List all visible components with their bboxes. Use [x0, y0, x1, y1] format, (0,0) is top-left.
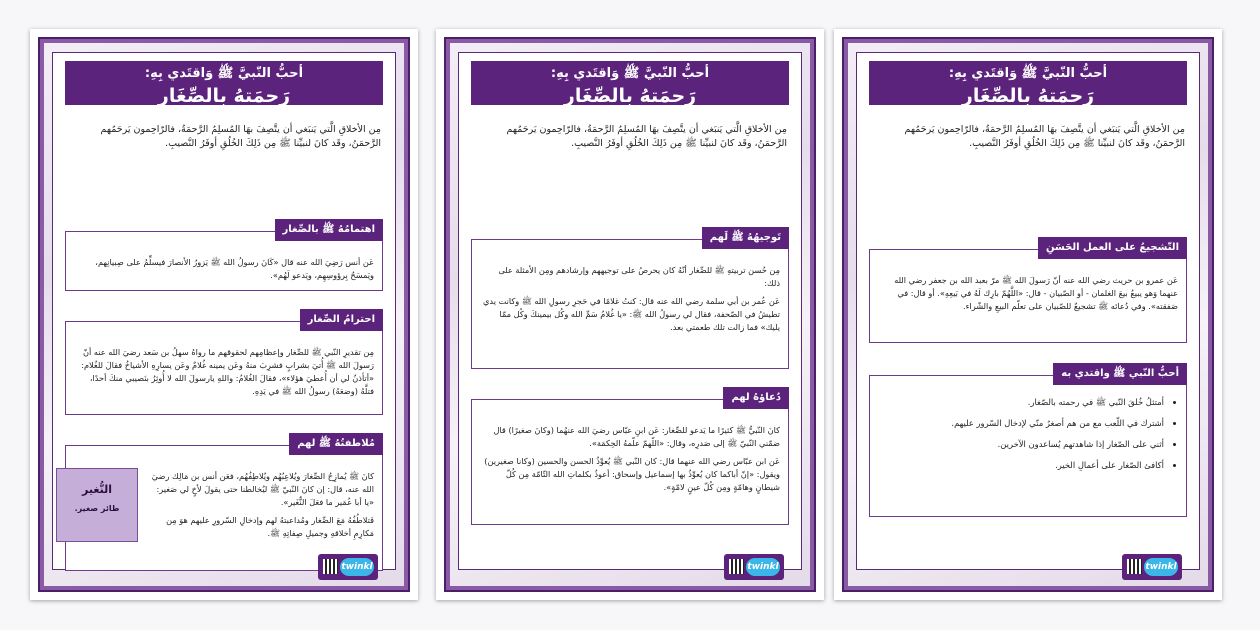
header-subtitle: أحبُّ النّبيَّ ﷺ وَاقتَدي بِهِ:: [948, 66, 1108, 81]
worksheet-page: [436, 29, 824, 600]
note-word: النُّغير: [82, 483, 112, 496]
section-text: عَن أنس رَضِيَ الله عنه قال «كَانَ رسولُ الله ﷺ يَزورُ الأنصارَ فيسلِّمُ على صِبيانِهم، ويَمسَحُ بِرؤوسِهِم، ويَدعو لَهُم».: [95, 257, 374, 280]
page-inner: [52, 52, 396, 570]
section-box: [65, 314, 383, 415]
twinkl-logo-text: twinkl: [340, 558, 374, 576]
section-box: [65, 438, 383, 571]
page-header: [869, 61, 1187, 105]
worksheet-page: [834, 29, 1222, 600]
section-text: عَن عُمر بن أبي سلمة رضي الله عنه قال: كنتُ غلامًا في حَجرِ رسولِ الله ﷺ وكانت يدي تطيشُ في الصّحفة، فقال لي رسولُ الله ﷺ: «يا غُلامُ سَمِّ الله وكُل بيمينكَ وكُل ممّا يليك» فما زالت تلك طعمتي بعد.: [482, 296, 780, 332]
header-subtitle: أحبُّ النّبيَّ ﷺ وَاقتَدي بِهِ:: [550, 66, 710, 81]
header-title: رَحمَتهُ بالصِّغَارِ: [961, 85, 1095, 107]
intro-text: مِن الأخلاقِ الَّتي يَنبَغي أن يتَّصِفَ بهَا المُسلِمُ الرَّحمَةُ، فالرّاحِمون يَرحَمُهم الرَّحمَنُ، وقَد كانَ لنبيِّنا ﷺ مِن ذَلِكَ الخُلُقِ أوفَرُ النَّصيبِ.: [100, 124, 381, 149]
list-item: • أشترك في اللّعب مع من هم أصغرُ منّي لإدخال السّرور عليهم.: [878, 417, 1164, 430]
section-text: عَن ابن عبّاس رضي الله عنهما قال: كان النّبي ﷺ يُعوِّذُ الحسن والحسين (وكانا صغيرين) ويقول: «إنّ أباكما كان يُعوِّذُ بها إسماعيل وإسحاق: أعوذُ بكلماتِ الله التّامّة مِن كُلّ شيطانٍ وهامّةٍ ومِن كُلّ عينٍ لامّةٍ».: [484, 456, 780, 492]
twinkl-logo-text: twinkl: [746, 558, 780, 576]
twinkl-logo: [724, 554, 784, 580]
section-title: تَوجيهُهُ ﷺ لَهم: [702, 227, 789, 249]
intro-text: مِن الأخلاقِ الَّتي يَنبَغي أن يتَّصِفَ بهَا المُسلِمُ الرَّحمَةُ، فالرّاحِمون يَرحَمُهم الرَّحمَنُ، وقَد كانَ لنبيِّنا ﷺ مِن ذَلِكَ الخُلُقِ أوفَرُ النَّصيبِ.: [904, 124, 1185, 149]
page-header: [65, 61, 383, 105]
section-text: مِن تقديرِ النّبي ﷺ للصِّغار وإعظامِهم لحقوقهم ما رواهُ سهلُ بن سَعد رضيَ الله عنه أنّ رَسولَ الله ﷺ أُتيَ بشرابٍ فشرِبَ منهُ وعَن يمينه غُلامٌ وعَن يسارِهِ الأشياخُ فقالَ للغُلام: «أتأذنُ لي أن أُعطيَ هؤلاء»، فقالَ الغُلامُ: واللهِ يارسولَ الله لا أُوثِرُ بنَصيبي منكَ أحدًا، فتلَّهُ (وضعَهُ) رسولُ الله ﷺ في يَدِهِ.: [81, 347, 374, 396]
qr-code-icon: [323, 559, 338, 574]
tips-list: [870, 376, 1186, 484]
section-title: التّشجيعُ على العمل الحَسَنِ: [1038, 237, 1187, 259]
section-text: فَتلاطُفُهُ مَعَ الصِّغار ومُداعبتهُ لهم وإدخالِ السّرورِ عليهم هوَ مِن مَكارِمِ أخلاقهِ وجميلِ صِفاتِهِ ﷺ.: [166, 515, 374, 538]
section-box: [65, 224, 383, 291]
section-box: [471, 392, 789, 525]
page-header: [471, 61, 789, 105]
section-text: مِن حُسن تربيتهِ ﷺ للصِّغار أنّهُ كان يحرصُ على توجيههم وإرشادهم ومِن الأمثلة على ذلك:: [498, 265, 780, 288]
twinkl-logo-text: twinkl: [1144, 558, 1178, 576]
section-title: اهتمامُهُ ﷺ بالصِّغار: [275, 219, 383, 241]
twinkl-logo: [1122, 554, 1182, 580]
list-item: • أثني على الصّغار إذا شاهدتهم يُساعدون الآخرين.: [878, 438, 1164, 451]
section-title: دُعاؤهُ لهم: [723, 387, 789, 409]
page-inner: [856, 52, 1200, 570]
qr-code-icon: [1127, 559, 1142, 574]
intro-text: مِن الأخلاقِ الَّتي يَنبَغي أن يتَّصِفَ بهَا المُسلِمُ الرَّحمَةُ، فالرّاحِمون يَرحَمُهم الرَّحمَنُ، وقَد كانَ لنبيِّنا ﷺ مِن ذَلِكَ الخُلُقِ أوفَرُ النَّصيبِ.: [506, 124, 787, 149]
header-subtitle: أحبُّ النّبيَّ ﷺ وَاقتَدي بِهِ:: [144, 66, 304, 81]
qr-code-icon: [729, 559, 744, 574]
section-box: [471, 232, 789, 369]
header-title: رَحمَتهُ بالصِّغَارِ: [563, 85, 697, 107]
section-text: كانَ النّبيُّ ﷺ كثيرًا ما يَدعو للصِّغار: عَن ابنِ عبّاس رضيَ الله عنهُما (وكانَ صغيرًا) قال ضمّني النّبيّ ﷺ إلى صَدرِه، وقال: «اللّهمّ علّمهُ الحِكمَة».: [493, 425, 780, 448]
note-meaning: طائر صغير.: [74, 504, 120, 513]
section-title: مُلاطفتُهُ ﷺ لهم: [289, 433, 383, 455]
section-title: أحبُّ النّبي ﷺ واقتدي به: [1053, 363, 1187, 385]
list-item: • أكافئ الصّغار على أعمالِ الخير.: [878, 459, 1164, 472]
section-box: [869, 368, 1187, 517]
section-title: احترامُ الصِّغار: [300, 309, 383, 331]
list-item: • أمتثلُ خُلقَ النّبي ﷺ في رحمته بالصّغار.: [878, 396, 1164, 409]
section-box: [869, 242, 1187, 343]
section-text: كانَ ﷺ يُمازِحُ الصِّغارَ ويُلاعِبُهُم ويُلاطِفُهُم، فعَن أنس بن مَالِك رضيَ الله عنه، قال: إن كانَ النّبيّ ﷺ ليُخالطنا حتى يقولَ لأخٍ لي صَغير: «يا أبا عُمَير ما فعَلَ النُّغَير».: [151, 471, 374, 507]
worksheet-page: [30, 29, 418, 600]
page-inner: [458, 52, 802, 570]
header-title: رَحمَتهُ بالصِّغَارِ: [157, 85, 291, 107]
twinkl-logo: [318, 554, 378, 580]
section-text: عَن عمرو بن حريث رضي الله عنه أنّ رَسولَ الله ﷺ مرّ بعبد الله بن جعفر رضي الله عنهما وَهو يبيعُ بيعَ الغلمان - أو الصّبيان - قال: «اللَّهُمّ بارِك لَهُ في بَيعِهِ». أو قال: في صَفقته». وفي دُعائه ﷺ تشجيعٌ للصّبيان على تعلّم البيعِ والشّراء.: [894, 275, 1178, 311]
vocabulary-note: [56, 468, 138, 542]
